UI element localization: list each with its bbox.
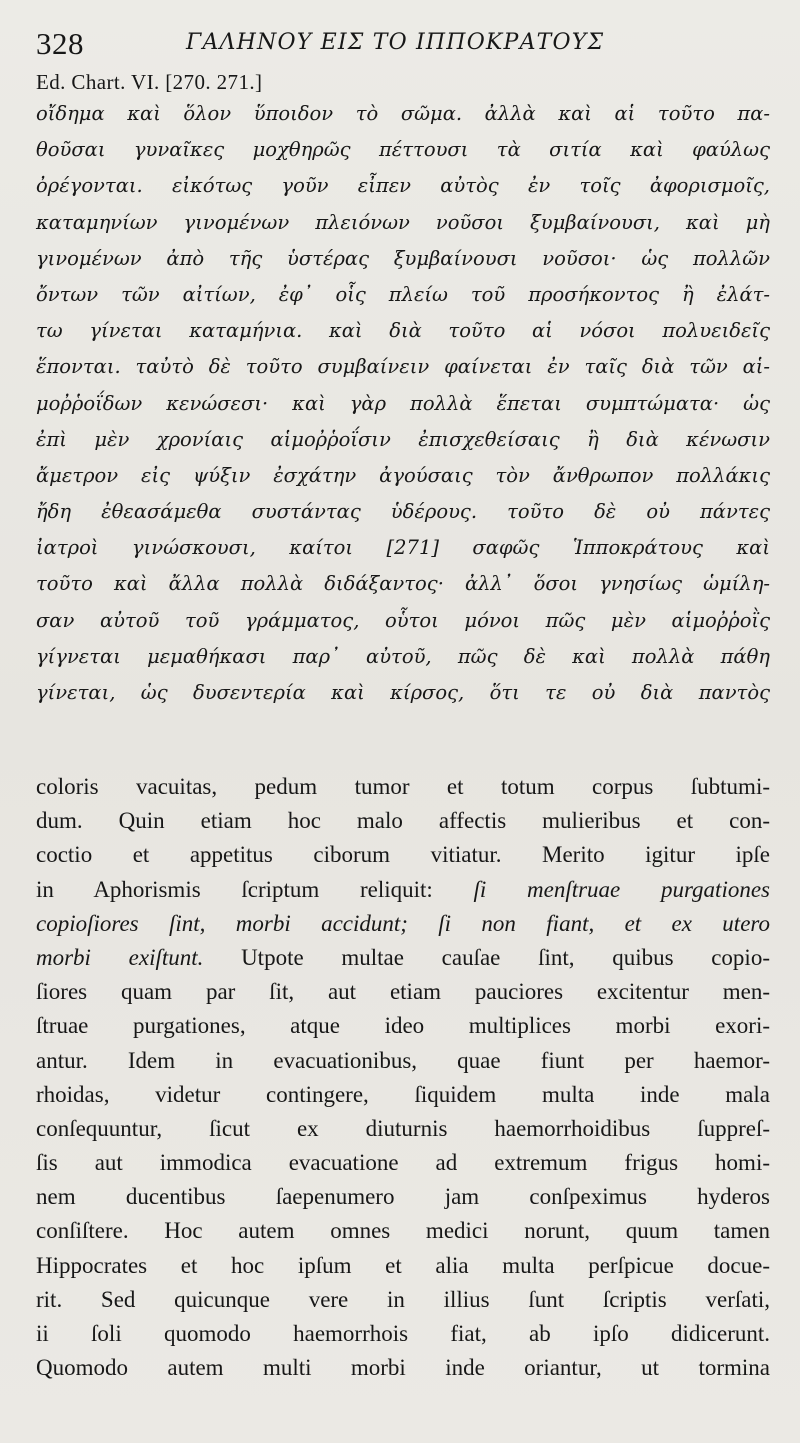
running-title: ΓΑΛΗΝΟΥ ΕΙΣ ΤΟ ΙΠΠΟΚΡΑΤΟΥΣ [186,30,605,55]
latin-text-block [36,770,770,1385]
greek-text-line: σαν αὐτοῦ τοῦ γράμματος, οὗτοι μόνοι πῶς μὲν αἱμοῤῥοῒς [36,608,770,632]
greek-text-line: ἐπὶ μὲν χρονίαις αἱμοῤῥοΐσιν ἐπισχεθείσαις ἢ διὰ κένωσιν [36,427,770,451]
greek-text-line: γίγνεται μεμαθήκασι παρ᾽ αὐτοῦ, πῶς δὲ καὶ πολλὰ πάθη [36,644,770,668]
latin-text-line [36,1317,770,1351]
greek-text-line: γίνεται, ὡς δυσεντερία καὶ κίρσος, ὅτι τε οὐ διὰ παντὸς [36,681,770,704]
latin-text-segment: conſiſtere. Hoc autem omnes medici norunt, quum tamen [36,1218,770,1244]
edition-reference: Ed. Chart. VI. [270. 271.] [36,70,263,94]
greek-text-line: τω γίνεται καταμήνια. καὶ διὰ τοῦτο αἱ νόσοι πολυειδεῖς [36,319,770,343]
greek-text-line: ἕπονται. ταὐτὸ δὲ τοῦτο συμβαίνειν φαίνεται ἐν ταῖς διὰ τῶν αἱ- [36,355,770,379]
latin-text-line [36,1112,770,1146]
greek-text-line: ἰατροὶ γινώσκουσι, καίτοι [271] σαφῶς Ἱπποκράτους καὶ [36,536,770,560]
greek-text-line: τοῦτο καὶ ἄλλα πολλὰ διδάξαντος· ἀλλ᾽ ὅσοι γνησίως ὡμίλη- [36,572,770,596]
latin-text-line [36,1078,770,1112]
greek-text-line: οἴδημα καὶ ὅλον ὕποιδον τὸ σῶμα. ἀλλὰ καὶ αἱ τοῦτο πα- [36,102,770,125]
latin-text-line [36,873,770,907]
running-head [36,26,776,66]
latin-text-segment: ſis aut immodica evacuatione ad extremum frigus homi- [36,1150,770,1176]
latin-text-line [36,1146,770,1180]
latin-text-segment: nem ducentibus ſaepenumero jam conſpeximus hyderos [36,1184,770,1210]
latin-text-segment: Quomodo autem multi morbi inde oriantur, ut tormina [36,1355,770,1381]
latin-text-line [36,1283,770,1317]
latin-text-line [36,975,770,1009]
latin-text-segment: in Aphorismis ſcriptum reliquit: [36,876,474,902]
latin-text-line [36,770,770,804]
latin-text-line [36,1249,770,1283]
latin-text-line [36,941,770,975]
latin-text-line [36,1214,770,1248]
latin-text-segment: ii ſoli quomodo haemorrhois fiat, ab ipſo didicerunt. [36,1321,770,1346]
latin-text-segment: rhoidas, videtur contingere, ſiquidem multa inde mala [36,1081,770,1107]
latin-text-segment: ſiores quam par ſit, aut etiam pauciores excitentur men- [36,979,770,1005]
greek-text-line: θοῦσαι γυναῖκες μοχθηρῶς πέττουσι τὰ σιτία καὶ φαύλως [36,138,770,162]
greek-text-line: γινομένων ἀπὸ τῆς ὑστέρας ξυμβαίνουσι νοῦσοι· ὡς πολλῶν [36,246,770,270]
latin-text-segment: Hippocrates et hoc ipſum et alia multa perſpicue docue- [36,1252,770,1278]
latin-text-segment: conſequuntur, ſicut ex diuturnis haemorrhoidibus ſuppreſ- [36,1115,770,1141]
page-number: 328 [36,26,84,61]
greek-text-line: ἄμετρον εἰς ψύξιν ἐσχάτην ἀγούσαις τὸν ἄνθρωπον πολλάκις [36,463,770,487]
greek-text-line: ὀρέγονται. εἰκότως γοῦν εἶπεν αὐτὸς ἐν τοῖς ἀφορισμοῖς, [36,174,770,198]
greek-text-block [36,96,770,711]
latin-text-line [36,1009,770,1043]
latin-text-line [36,1351,770,1385]
greek-text-line: ἤδη ἐθεασάμεθα συστάντας ὑδέρους. τοῦτο δὲ οὐ πάντες [36,500,770,524]
quoted-aphorism-text: ſi menſtruae purgationes [473,876,770,902]
latin-text-line [36,1180,770,1214]
latin-text-segment: Utpote multae cauſae ſint, quibus copio- [203,944,770,970]
latin-text-line [36,907,770,941]
greek-text-line: μοῤῥοΐδων κενώσεσι· καὶ γὰρ πολλὰ ἕπεται συμπτώματα· ὡς [36,391,770,415]
latin-text-segment: antur. Idem in evacuationibus, quae fiunt per haemor- [36,1047,770,1073]
greek-text-line: καταμηνίων γινομένων πλειόνων νοῦσοι ξυμβαίνουσι, καὶ μὴ [36,210,770,234]
latin-text-segment: coctio et appetitus ciborum vitiatur. Merito igitur ipſe [36,842,770,868]
latin-text-segment: ſtruae purgationes, atque ideo multiplices morbi exori- [36,1013,770,1039]
latin-text-segment: rit. Sed quicunque vere in illius ſunt ſcriptis verſati, [36,1286,770,1312]
latin-text-line [36,838,770,872]
greek-text-line: ὄντων τῶν αἰτίων, ἐφ᾽ οἷς πλείω τοῦ προσήκοντος ἢ ἐλάτ- [36,282,770,306]
latin-text-line [36,1044,770,1078]
latin-text-segment: dum. Quin etiam hoc malo affectis mulieribus et con- [36,808,770,834]
latin-text-line [36,804,770,838]
latin-text-segment: coloris vacuitas, pedum tumor et totum corpus ſubtumi- [36,774,770,799]
quoted-aphorism-text: copioſiores ſint, morbi accidunt; ſi non fiant, et ex utero [36,910,770,936]
quoted-aphorism-text: morbi exiſtunt. [36,944,204,970]
